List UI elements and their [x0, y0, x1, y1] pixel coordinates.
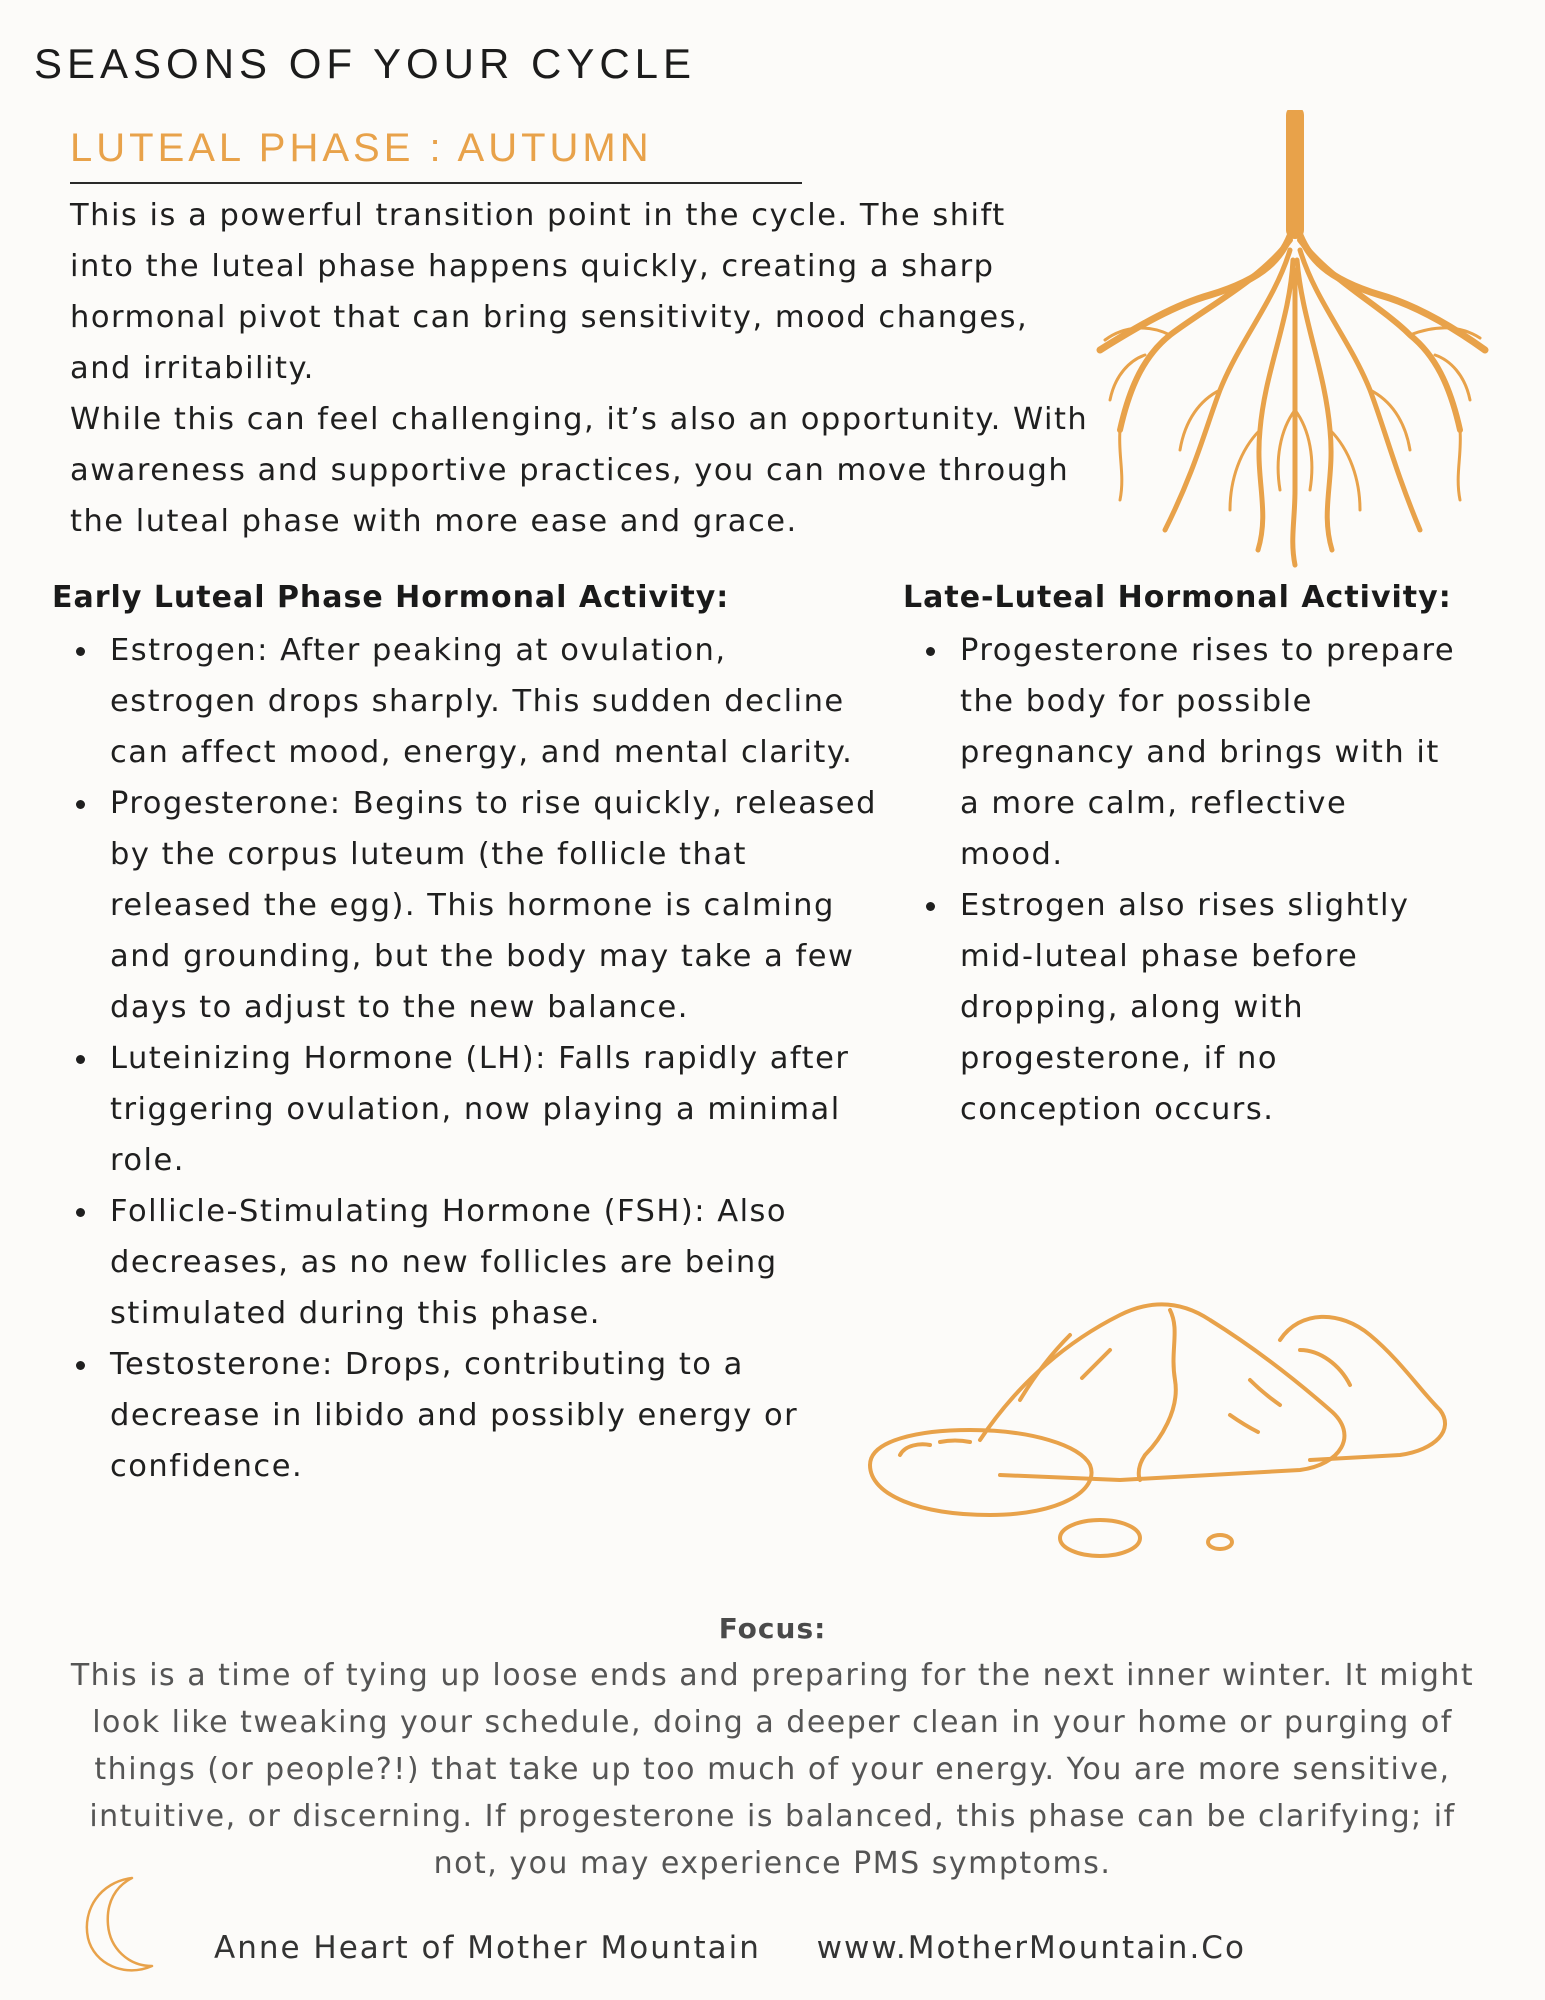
list-item: Testosterone: Drops, contributing to a decrease in libido and possibly energy or confidence. [70, 1339, 880, 1492]
early-heading: Early Luteal Phase Hormonal Activity: [52, 580, 730, 615]
list-item: Progesterone: Begins to rise quickly, released by the corpus luteum (the follicle that released the egg). This hormone is calming and grounding, but the body may take a few days to adjust to the new balance. [70, 778, 880, 1033]
intro-paragraph-2: While this can feel challenging, it’s also an opportunity. With awareness and supportive practices, you can move through the luteal phase with more ease and grace. [70, 402, 1089, 539]
stones-icon [860, 1280, 1500, 1560]
phase-title: LUTEAL PHASE : AUTUMN [70, 126, 653, 170]
roots-icon [1090, 110, 1490, 570]
list-item: Estrogen also rises slightly mid-luteal phase before dropping, along with progesterone, if no conception occurs. [920, 880, 1460, 1135]
title-underline [70, 182, 802, 184]
footer [214, 1930, 1246, 1966]
intro-text [70, 190, 1110, 547]
list-item: Follicle-Stimulating Hormone (FSH): Also decreases, as no new follicles are being stimulated during this phase. [70, 1186, 880, 1339]
late-heading: Late-Luteal Hormonal Activity: [903, 580, 1452, 615]
list-item: Progesterone rises to prepare the body for possible pregnancy and brings with it a more calm, reflective mood. [920, 625, 1460, 880]
intro-paragraph-1: This is a powerful transition point in the cycle. The shift into the luteal phase happens quickly, creating a sharp hormonal pivot that can bring sensitivity, mood changes, and irritability. [70, 198, 1029, 386]
early-list [70, 625, 880, 1492]
focus-text: This is a time of tying up loose ends and preparing for the next inner winter. It might look like tweaking your schedule, doing a deeper clean in your home or purging of things (or people?!) that take up too much of your energy. You are more sensitive, intuitive, or discerning. If progesterone is balanced, this phase can be clarifying; if not, you may experience PMS symptoms. [70, 1658, 1475, 1881]
list-item: Estrogen: After peaking at ovulation, estrogen drops sharply. This sudden decline can affect mood, energy, and mental clarity. [70, 625, 880, 778]
focus-heading: Focus: [718, 1612, 827, 1645]
late-list [920, 625, 1460, 1135]
page-title: SEASONS OF YOUR CYCLE [34, 40, 697, 87]
crescent-moon-icon [70, 1870, 180, 1980]
footer-website[interactable]: www.MotherMountain.Co [816, 1930, 1246, 1966]
footer-author: Anne Heart of Mother Mountain [214, 1930, 761, 1966]
list-item: Luteinizing Hormone (LH): Falls rapidly after triggering ovulation, now playing a minimal role. [70, 1033, 880, 1186]
